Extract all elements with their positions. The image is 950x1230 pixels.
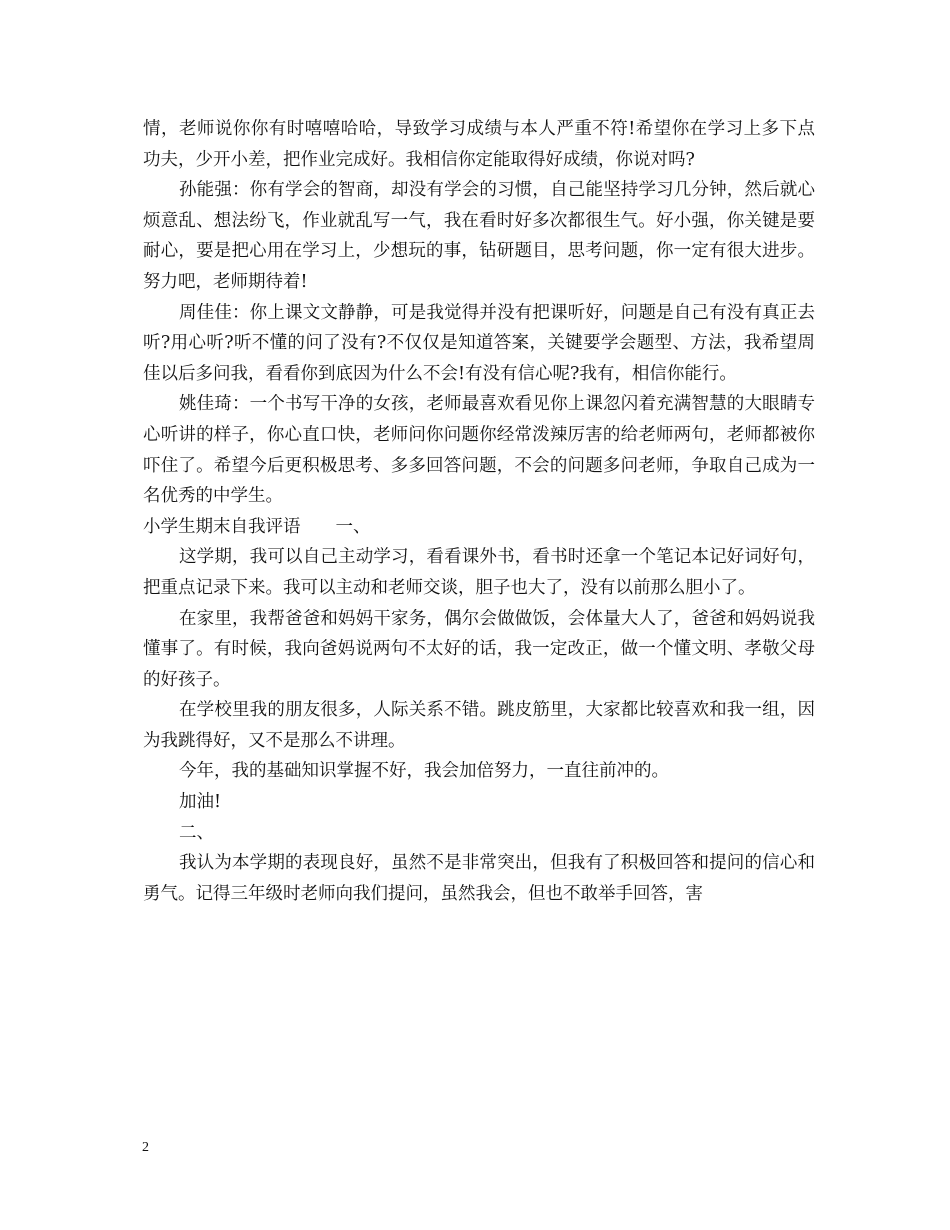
paragraph-self-5: 加油! — [179, 792, 222, 813]
paragraph-self-4: 今年，我的基础知识掌握不好，我会加倍努力，一直往前冲的。 — [179, 761, 669, 782]
paragraph-sun-nengqiang: 孙能强：你有学会的智商，却没有学会的习惯，自己能坚持学习几分钟，然后就心烦意乱、想法纷飞，作业就乱写一气，我在看时好多次都很生气。好小强，你关键是要耐心，要是把心用在学习上，少想玩的事，钻研题目，思考问题，你一定有很大进步。努力吧，老师期待着! — [143, 180, 815, 292]
paragraph-self-1: 这学期，我可以自己主动学习，看看课外书，看书时还拿一个笔记本记好词好句，把重点记录下来。我可以主动和老师交谈，胆子也大了，没有以前那么胆小了。 — [143, 547, 815, 598]
paragraph-self-3: 在学校里我的朋友很多，人际关系不错。跳皮筋里，大家都比较喜欢和我一组，因为我跳得好，又不是那么不讲理。 — [143, 700, 815, 751]
paragraph-continuation: 情，老师说你你有时嘻嘻哈哈，导致学习成绩与本人严重不符!希望你在学习上多下点功夫，少开小差，把作业完成好。我相信你定能取得好成绩，你说对吗? — [143, 119, 815, 170]
paragraph-self-7: 我认为本学期的表现良好，虽然不是非常突出，但我有了积极回答和提问的信心和勇气。记得三年级时老师向我们提问，虽然我会，但也不敢举手回答，害 — [143, 853, 815, 904]
section-heading: 小学生期末自我评语 一、 — [143, 516, 371, 537]
paragraph-yao-jiaqi: 姚佳琦：一个书写干净的女孩，老师最喜欢看见你上课忽闪着充满智慧的大眼睛专心听讲的样子，你心直口快，老师问你问题你经常泼辣厉害的给老师两句，老师都被你吓住了。希望今后更积极思考、多多回答问题，不会的问题多问老师，争取自己成为一名优秀的中学生。 — [143, 394, 815, 507]
document-body — [143, 114, 815, 909]
page-number: 2 — [142, 1140, 149, 1155]
paragraph-zhou-jiajia: 周佳佳：你上课文文静静，可是我觉得并没有把课听好，问题是自己有没有真正去听?用心听?听不懂的问了没有?不仅仅是知道答案，关键要学会题型、方法，我希望周佳以后多问我，看看你到底因为什么不会!有没有信心呢?我有，相信你能行。 — [143, 302, 815, 384]
paragraph-self-6: 二、 — [179, 822, 214, 843]
paragraph-self-2: 在家里，我帮爸爸和妈妈干家务，偶尔会做做饭，会体量大人了，爸爸和妈妈说我懂事了。有时候，我向爸妈说两句不太好的话，我一定改正，做一个懂文明、孝敬父母的好孩子。 — [143, 608, 815, 690]
